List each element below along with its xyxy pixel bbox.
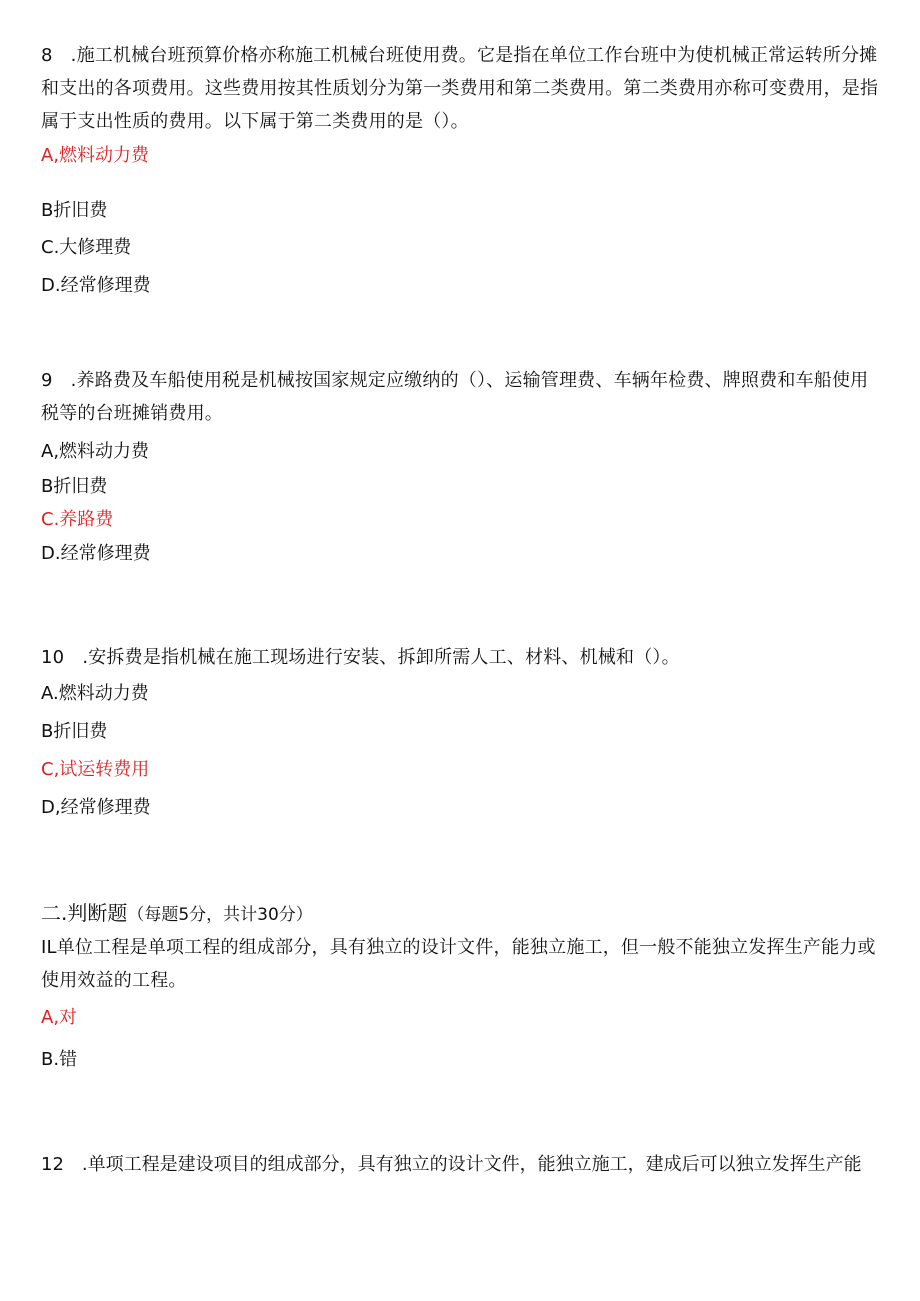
- question-11: [41, 931, 886, 997]
- section-heading: 二.判断题: [41, 901, 128, 925]
- question-number: 9: [41, 370, 53, 391]
- question-text: .安拆费是指机械在施工现场进行安装、拆卸所需人工、材料、机械和（）。: [82, 647, 680, 668]
- option-c-answer: C.养路费: [41, 509, 114, 530]
- question-text: IL单位工程是单项工程的组成部分，具有独立的设计文件，能独立施工，但一般不能独立发挥生产能力或使用效益的工程。: [41, 937, 876, 991]
- question-9: [41, 364, 886, 430]
- question-text: .单项工程是建设项目的组成部分，具有独立的设计文件，能独立施工，建成后可以独立发挥生产能: [81, 1154, 862, 1175]
- option-c: C.大修理费: [41, 237, 132, 258]
- option-b: B折旧费: [41, 200, 108, 221]
- section-note: （每题5分，共计30分）: [127, 905, 313, 925]
- option-a-answer: A,对: [41, 1007, 78, 1028]
- option-d: D.经常修理费: [41, 543, 151, 564]
- option-a: A.燃料动力费: [41, 683, 149, 704]
- option-c-answer: C,试运转费用: [41, 759, 150, 780]
- question-number: 8: [41, 45, 53, 66]
- option-b: B折旧费: [41, 476, 108, 497]
- question-text: .施工机械台班预算价格亦称施工机械台班使用费。它是指在单位工作台班中为使机械正常运转所分摊和支出的各项费用。这些费用按其性质划分为第一类费用和第二类费用。第二类费用亦称可变费用，是指属于支出性质的费用。以下属于第二类费用的是（）。: [41, 45, 879, 132]
- question-number: 10: [41, 647, 65, 668]
- question-12: [41, 1148, 886, 1181]
- option-b: B.错: [41, 1049, 78, 1070]
- option-d: D.经常修理费: [41, 275, 151, 296]
- option-d: D,经常修理费: [41, 797, 151, 818]
- option-a: A,燃料动力费: [41, 441, 150, 462]
- option-b: B折旧费: [41, 721, 108, 742]
- question-number: 12: [41, 1154, 64, 1175]
- question-8: [41, 39, 886, 138]
- section-title: [41, 900, 313, 928]
- question-10: [41, 641, 886, 674]
- question-text: .养路费及车船使用税是机械按国家规定应缴纳的（）、运输管理费、车辆年检费、牌照费和车船使用税等的台班摊销费用。: [41, 370, 869, 424]
- option-a-answer: A,燃料动力费: [41, 145, 150, 166]
